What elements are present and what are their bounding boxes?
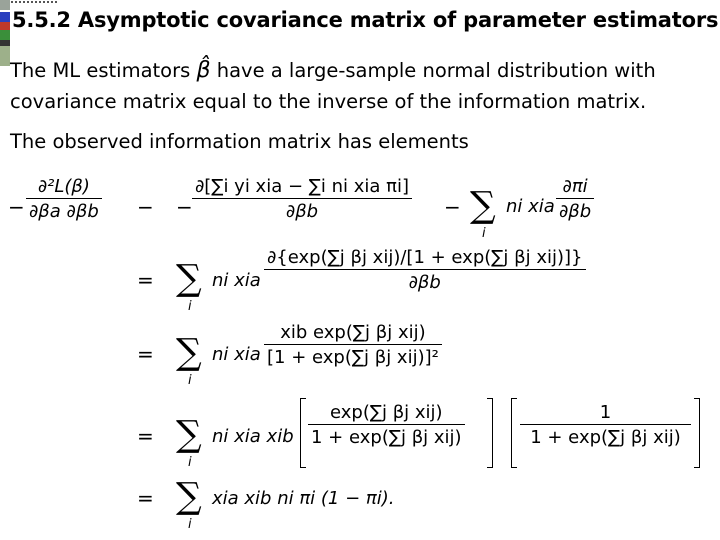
intro-text-a: The ML estimators xyxy=(10,59,197,82)
eq4-f2-numerator: 1 xyxy=(599,402,612,423)
equals-2: = xyxy=(137,268,154,292)
eq3-denominator: [1 + exp(∑j βj xij)]² xyxy=(264,344,442,368)
eq5-expression: xia xib ni πi (1 − πi). xyxy=(212,488,395,509)
eq3-prefix: ni xia xyxy=(212,344,261,365)
eq1-tail-fraction xyxy=(556,176,594,222)
sum-index-2: i xyxy=(188,299,192,314)
bracket-right-2 xyxy=(694,398,700,468)
intro-line-2: covariance matrix equal to the inverse of the information matrix. xyxy=(10,90,647,113)
eq1-tail-numerator: ∂πi xyxy=(562,176,588,197)
equals-3: = xyxy=(137,342,154,366)
eq3-fraction xyxy=(264,322,442,368)
sum-index-5: i xyxy=(188,517,192,532)
intro-line-1 xyxy=(10,58,656,83)
eq1-fraction xyxy=(192,176,412,222)
sum-symbol-3: ∑ xyxy=(176,332,202,373)
eq4-factor-2 xyxy=(520,402,691,448)
eq2-prefix: ni xia xyxy=(212,270,261,291)
eq2-numerator: ∂{exp(∑j βj xij)/[1 + exp(∑j βj xij)]} xyxy=(267,247,583,268)
lhs-denominator: ∂βa ∂βb xyxy=(26,198,102,222)
beta-hat-symbol: β̂ xyxy=(196,58,211,83)
eq1-minus-2: − xyxy=(444,195,461,219)
nav-dot-bar xyxy=(11,1,57,8)
intro-text-b: have a large-sample normal distribution with xyxy=(210,59,656,82)
observed-info-sentence: The observed information matrix has elements xyxy=(10,130,469,153)
lhs-minus: − xyxy=(8,195,25,219)
section-title: Asymptotic covariance matrix of parameter estimators xyxy=(77,8,719,32)
eq1-minus: − xyxy=(176,195,193,219)
sum-symbol-5: ∑ xyxy=(176,476,202,517)
nav-block-gray[interactable] xyxy=(0,0,10,10)
eq3-numerator: xib exp(∑j βj xij) xyxy=(280,322,426,343)
sum-index-1: i xyxy=(482,226,486,241)
equals-5: = xyxy=(137,486,154,510)
eq1-numerator: ∂[∑i yi xia − ∑i ni xia πi] xyxy=(195,176,410,197)
eq1-denominator: ∂βb xyxy=(192,198,412,222)
bracket-left-1 xyxy=(300,398,306,468)
equals-1: − xyxy=(137,195,154,219)
nav-block-blue[interactable] xyxy=(0,12,10,22)
section-number: 5.5.2 xyxy=(12,8,71,32)
eq4-factor-1 xyxy=(308,402,465,448)
nav-strip xyxy=(0,0,10,540)
eq1-tail-prefix: ni xia xyxy=(506,196,555,217)
section-heading xyxy=(12,8,718,32)
nav-block-green[interactable] xyxy=(0,30,10,40)
eq4-f2-denominator: 1 + exp(∑j βj xij) xyxy=(520,424,691,448)
nav-block-olive[interactable] xyxy=(0,46,10,66)
sum-index-3: i xyxy=(188,373,192,388)
bracket-left-2 xyxy=(511,398,517,468)
sum-symbol-2: ∑ xyxy=(176,258,202,299)
lhs-fraction xyxy=(26,176,102,222)
eq1-tail-denominator: ∂βb xyxy=(556,198,594,222)
sum-index-4: i xyxy=(188,455,192,470)
equals-4: = xyxy=(137,424,154,448)
nav-block-red[interactable] xyxy=(0,22,10,30)
eq4-f1-denominator: 1 + exp(∑j βj xij) xyxy=(308,424,465,448)
bracket-right-1 xyxy=(487,398,493,468)
sum-symbol-4: ∑ xyxy=(176,414,202,455)
eq2-denominator: ∂βb xyxy=(264,269,586,293)
eq2-fraction xyxy=(264,247,586,293)
eq4-prefix: ni xia xib xyxy=(212,426,294,447)
lhs-numerator: ∂²L(β) xyxy=(37,176,90,197)
eq4-f1-numerator: exp(∑j βj xij) xyxy=(329,402,443,423)
sum-symbol-1: ∑ xyxy=(470,185,496,226)
